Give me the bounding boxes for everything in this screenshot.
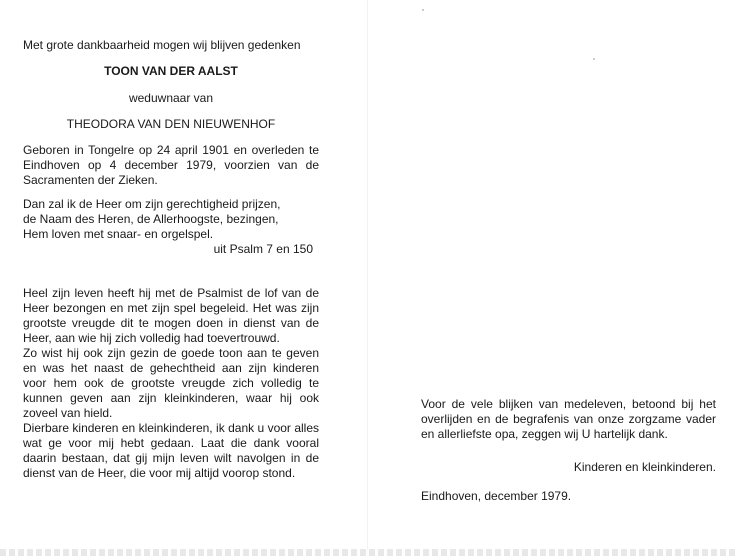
farewell-text: Dierbare kinderen en kleinkinderen, ik dank u voor alles wat ge voor mij hebt gedaan. Laat die dank vooral daarin bestaan, dat gij mijn leven wilt navolgen in de dienst van de Heer, die voor mij altijd voorop stond.	[23, 421, 319, 480]
psalm-source: uit Psalm 7 en 150	[213, 242, 313, 256]
family-text: Zo wist hij ook zijn gezin de goede toon aan te geven en was het naast de gehechtheid aan zijn kinderen voor hem ook de grootste vreugde zich volledig te kunnen geven aan zijn kleinkinderen, waar hij ook zoveel van hield.	[23, 346, 319, 420]
thanks-text: Voor de vele blijken van medeleven, betoond bij het overlijden en de begrafenis van onze zorgzame vader en allerliefste opa, zeggen wij U hartelijk dank.	[421, 397, 716, 441]
deceased-name: TOON VAN DER AALST	[104, 64, 238, 78]
psalm-line-1: Dan zal ik de Heer om zijn gerechtigheid prijzen,	[23, 197, 281, 211]
paper-speck	[593, 58, 595, 60]
bio-text: Geboren in Tongelre op 24 april 1901 en overleden te Eindhoven op 4 december 1979, voorzien van de Sacramenten der Zieken.	[23, 143, 319, 187]
widower-line: weduwnaar van	[128, 91, 214, 105]
intro-text: Met grote dankbaarheid mogen wij blijven gedenken	[23, 38, 301, 52]
place-date-line: Eindhoven, december 1979.	[421, 489, 572, 503]
paper-speck	[422, 9, 424, 11]
right-panel	[421, 397, 716, 504]
signature-line: Kinderen en kleinkinderen.	[573, 460, 716, 474]
spouse-name: THEODORA VAN DEN NIEUWENHOF	[66, 117, 276, 131]
tribute-text: Heel zijn leven heeft hij met de Psalmist de lof van de Heer bezongen en met zijn spel begeleid. Het was zijn grootste vreugde dit te mogen doen in dienst van de Heer, aan wie hij zich volledig had toevertrouwd.	[23, 286, 319, 345]
psalm-line-3: Hem loven met snaar- en orgelspel.	[23, 227, 214, 241]
scan-edge	[0, 549, 735, 556]
card-fold-line	[367, 0, 368, 556]
psalm-line-2: de Naam des Heren, de Allerhoogste, bezingen,	[23, 212, 279, 226]
left-panel	[23, 38, 319, 481]
